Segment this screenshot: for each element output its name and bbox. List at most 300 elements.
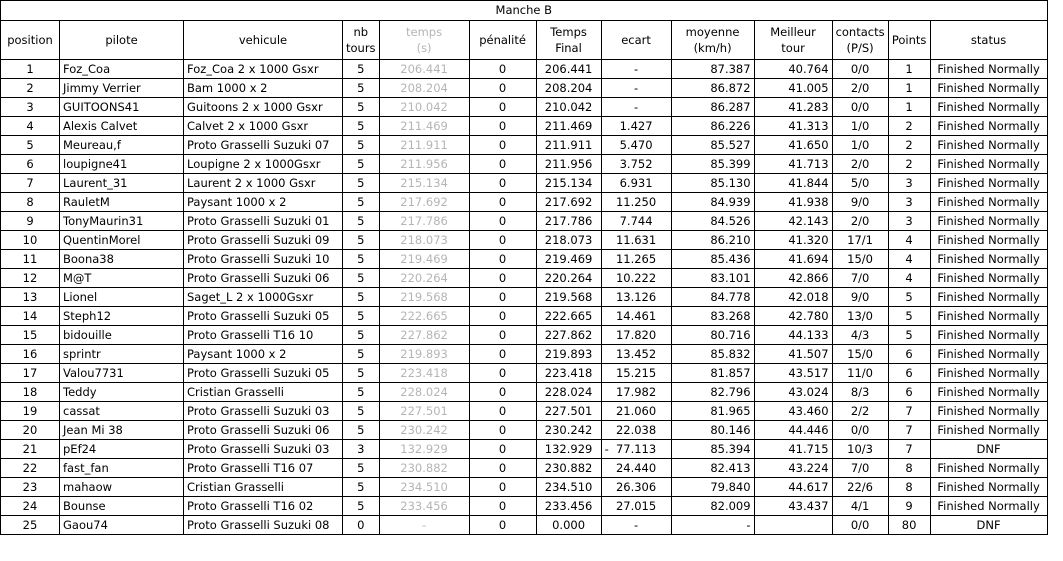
cell-status: Finished Normally <box>930 98 1047 117</box>
cell-position: 25 <box>1 516 60 535</box>
table-row <box>1 212 1048 231</box>
cell-moyenne: 84.778 <box>671 288 754 307</box>
cell-meilleur-tour <box>754 516 832 535</box>
cell-moyenne: 82.796 <box>671 383 754 402</box>
cell-points: 6 <box>888 364 930 383</box>
cell-temps: 211.956 <box>379 155 469 174</box>
cell-points: 2 <box>888 155 930 174</box>
cell-pilote: M@T <box>60 269 184 288</box>
cell-points: 7 <box>888 440 930 459</box>
cell-position: 20 <box>1 421 60 440</box>
cell-penalite: 0 <box>469 459 536 478</box>
cell-vehicule: Paysant 1000 x 2 <box>184 193 343 212</box>
cell-ecart: - <box>601 98 671 117</box>
cell-ecart: 3.752 <box>601 155 671 174</box>
cell-contacts: 4/3 <box>832 326 888 345</box>
cell-nb-tours: 5 <box>343 250 380 269</box>
cell-position: 22 <box>1 459 60 478</box>
cell-contacts: 0/0 <box>832 98 888 117</box>
cell-pilote: GUITOONS41 <box>60 98 184 117</box>
cell-penalite: 0 <box>469 98 536 117</box>
cell-temps: 223.418 <box>379 364 469 383</box>
table-row <box>1 421 1048 440</box>
cell-meilleur-tour: 41.844 <box>754 174 832 193</box>
cell-points: 3 <box>888 174 930 193</box>
cell-temps: 208.204 <box>379 79 469 98</box>
header-status: status <box>930 21 1047 60</box>
cell-status: Finished Normally <box>930 193 1047 212</box>
cell-nb-tours: 5 <box>343 174 380 193</box>
cell-vehicule: Proto Grasselli Suzuki 09 <box>184 231 343 250</box>
cell-temps-final: 234.510 <box>536 478 601 497</box>
table-row <box>1 136 1048 155</box>
table-row <box>1 250 1048 269</box>
cell-status: Finished Normally <box>930 478 1047 497</box>
cell-status: Finished Normally <box>930 269 1047 288</box>
cell-ecart: 6.931 <box>601 174 671 193</box>
cell-vehicule: Proto Grasselli Suzuki 08 <box>184 516 343 535</box>
cell-vehicule: Proto Grasselli T16 10 <box>184 326 343 345</box>
cell-status: Finished Normally <box>930 60 1047 79</box>
cell-nb-tours: 5 <box>343 345 380 364</box>
cell-contacts: 0/0 <box>832 516 888 535</box>
cell-moyenne: 85.399 <box>671 155 754 174</box>
cell-penalite: 0 <box>469 421 536 440</box>
table-row <box>1 459 1048 478</box>
cell-temps: 211.469 <box>379 117 469 136</box>
cell-pilote: Teddy <box>60 383 184 402</box>
cell-moyenne: 84.939 <box>671 193 754 212</box>
cell-contacts: 2/0 <box>832 155 888 174</box>
cell-meilleur-tour: 41.938 <box>754 193 832 212</box>
cell-position: 24 <box>1 497 60 516</box>
cell-pilote: Foz_Coa <box>60 60 184 79</box>
cell-temps-final: 228.024 <box>536 383 601 402</box>
cell-vehicule: Bam 1000 x 2 <box>184 79 343 98</box>
cell-ecart: 10.222 <box>601 269 671 288</box>
cell-temps-final: 220.264 <box>536 269 601 288</box>
cell-position: 8 <box>1 193 60 212</box>
header-vehicule: vehicule <box>184 21 343 60</box>
header-temps-final-line1: Temps <box>550 25 587 39</box>
table-row <box>1 478 1048 497</box>
cell-status: Finished Normally <box>930 402 1047 421</box>
cell-ecart: 24.440 <box>601 459 671 478</box>
cell-temps: 219.469 <box>379 250 469 269</box>
cell-position: 9 <box>1 212 60 231</box>
cell-pilote: Alexis Calvet <box>60 117 184 136</box>
cell-meilleur-tour: 41.694 <box>754 250 832 269</box>
cell-nb-tours: 5 <box>343 79 380 98</box>
cell-penalite: 0 <box>469 364 536 383</box>
cell-moyenne: 81.857 <box>671 364 754 383</box>
cell-vehicule: Laurent 2 x 1000 Gsxr <box>184 174 343 193</box>
cell-points: 4 <box>888 250 930 269</box>
cell-penalite: 0 <box>469 79 536 98</box>
cell-meilleur-tour: 42.780 <box>754 307 832 326</box>
cell-status: Finished Normally <box>930 155 1047 174</box>
cell-contacts: 9/0 <box>832 193 888 212</box>
cell-contacts: 4/1 <box>832 497 888 516</box>
cell-pilote: Gaou74 <box>60 516 184 535</box>
cell-temps-final: 230.242 <box>536 421 601 440</box>
cell-position: 19 <box>1 402 60 421</box>
cell-nb-tours: 5 <box>343 155 380 174</box>
title-row <box>1 1 1048 21</box>
cell-ecart: 5.470 <box>601 136 671 155</box>
cell-status: Finished Normally <box>930 383 1047 402</box>
cell-position: 18 <box>1 383 60 402</box>
header-moyenne <box>671 21 754 60</box>
cell-pilote: Laurent_31 <box>60 174 184 193</box>
cell-temps-final: 206.441 <box>536 60 601 79</box>
cell-temps: 230.242 <box>379 421 469 440</box>
cell-ecart: 21.060 <box>601 402 671 421</box>
cell-nb-tours: 5 <box>343 402 380 421</box>
cell-vehicule: Proto Grasselli Suzuki 05 <box>184 307 343 326</box>
cell-points: 1 <box>888 79 930 98</box>
cell-contacts: 1/0 <box>832 136 888 155</box>
cell-nb-tours: 5 <box>343 307 380 326</box>
table-row <box>1 155 1048 174</box>
cell-penalite: 0 <box>469 383 536 402</box>
cell-moyenne: 86.287 <box>671 98 754 117</box>
cell-meilleur-tour: 43.224 <box>754 459 832 478</box>
cell-temps-final: 218.073 <box>536 231 601 250</box>
cell-position: 15 <box>1 326 60 345</box>
header-points: Points <box>888 21 930 60</box>
cell-meilleur-tour: 41.650 <box>754 136 832 155</box>
cell-penalite: 0 <box>469 174 536 193</box>
cell-contacts: 17/1 <box>832 231 888 250</box>
cell-status: DNF <box>930 516 1047 535</box>
cell-status: Finished Normally <box>930 364 1047 383</box>
header-penalite: pénalité <box>469 21 536 60</box>
cell-status: Finished Normally <box>930 421 1047 440</box>
cell-position: 14 <box>1 307 60 326</box>
cell-temps: 215.134 <box>379 174 469 193</box>
cell-penalite: 0 <box>469 193 536 212</box>
cell-vehicule: Proto Grasselli T16 02 <box>184 497 343 516</box>
cell-moyenne: 85.832 <box>671 345 754 364</box>
cell-ecart: 13.452 <box>601 345 671 364</box>
cell-position: 1 <box>1 60 60 79</box>
cell-temps-final: 222.665 <box>536 307 601 326</box>
cell-vehicule: Cristian Grasselli <box>184 383 343 402</box>
cell-nb-tours: 5 <box>343 478 380 497</box>
cell-pilote: mahaow <box>60 478 184 497</box>
cell-temps-final: 219.568 <box>536 288 601 307</box>
cell-vehicule: Saget_L 2 x 1000Gsxr <box>184 288 343 307</box>
cell-moyenne: 80.716 <box>671 326 754 345</box>
cell-temps: 218.073 <box>379 231 469 250</box>
cell-points: 8 <box>888 478 930 497</box>
cell-meilleur-tour: 42.143 <box>754 212 832 231</box>
cell-pilote: Valou7731 <box>60 364 184 383</box>
cell-meilleur-tour: 41.507 <box>754 345 832 364</box>
cell-meilleur-tour: 43.517 <box>754 364 832 383</box>
cell-nb-tours: 5 <box>343 421 380 440</box>
cell-vehicule: Proto Grasselli T16 07 <box>184 459 343 478</box>
cell-pilote: Lionel <box>60 288 184 307</box>
cell-penalite: 0 <box>469 478 536 497</box>
cell-temps: 217.786 <box>379 212 469 231</box>
cell-position: 13 <box>1 288 60 307</box>
cell-temps: 227.501 <box>379 402 469 421</box>
cell-temps: 132.929 <box>379 440 469 459</box>
table-row <box>1 383 1048 402</box>
cell-temps: 220.264 <box>379 269 469 288</box>
cell-temps: 217.692 <box>379 193 469 212</box>
cell-temps-final: 211.956 <box>536 155 601 174</box>
table-row <box>1 117 1048 136</box>
cell-vehicule: Proto Grasselli Suzuki 06 <box>184 421 343 440</box>
cell-temps: 234.510 <box>379 478 469 497</box>
cell-vehicule: Proto Grasselli Suzuki 06 <box>184 269 343 288</box>
cell-temps-final: 217.786 <box>536 212 601 231</box>
cell-position: 12 <box>1 269 60 288</box>
cell-meilleur-tour: 44.446 <box>754 421 832 440</box>
cell-vehicule: Proto Grasselli Suzuki 03 <box>184 440 343 459</box>
cell-penalite: 0 <box>469 231 536 250</box>
cell-ecart: 11.250 <box>601 193 671 212</box>
cell-ecart: 15.215 <box>601 364 671 383</box>
cell-points: 3 <box>888 212 930 231</box>
cell-moyenne: 86.872 <box>671 79 754 98</box>
cell-temps-final: 210.042 <box>536 98 601 117</box>
cell-contacts: 10/3 <box>832 440 888 459</box>
cell-position: 11 <box>1 250 60 269</box>
cell-pilote: Bounse <box>60 497 184 516</box>
cell-position: 21 <box>1 440 60 459</box>
cell-temps-final: 132.929 <box>536 440 601 459</box>
header-temps-final <box>536 21 601 60</box>
cell-position: 3 <box>1 98 60 117</box>
cell-contacts: 9/0 <box>832 288 888 307</box>
table-row <box>1 497 1048 516</box>
cell-penalite: 0 <box>469 307 536 326</box>
table-row <box>1 60 1048 79</box>
cell-vehicule: Proto Grasselli Suzuki 03 <box>184 402 343 421</box>
cell-meilleur-tour: 41.313 <box>754 117 832 136</box>
table-row <box>1 402 1048 421</box>
cell-meilleur-tour: 41.283 <box>754 98 832 117</box>
header-meilleur-tour <box>754 21 832 60</box>
cell-ecart: 17.982 <box>601 383 671 402</box>
sheet-title: Manche B <box>1 1 1048 21</box>
cell-nb-tours: 5 <box>343 60 380 79</box>
header-row <box>1 21 1048 60</box>
cell-status: Finished Normally <box>930 174 1047 193</box>
cell-pilote: fast_fan <box>60 459 184 478</box>
cell-status: Finished Normally <box>930 307 1047 326</box>
cell-nb-tours: 5 <box>343 193 380 212</box>
cell-vehicule: Proto Grasselli Suzuki 07 <box>184 136 343 155</box>
cell-meilleur-tour: 41.713 <box>754 155 832 174</box>
table-row <box>1 440 1048 459</box>
cell-position: 17 <box>1 364 60 383</box>
cell-moyenne: 82.413 <box>671 459 754 478</box>
cell-temps-final: 219.469 <box>536 250 601 269</box>
cell-vehicule: Calvet 2 x 1000 Gsxr <box>184 117 343 136</box>
header-nb-tours-line2: tours <box>346 41 376 55</box>
table-row <box>1 79 1048 98</box>
cell-temps-final: 208.204 <box>536 79 601 98</box>
cell-status: Finished Normally <box>930 497 1047 516</box>
table-row <box>1 98 1048 117</box>
cell-contacts: 8/3 <box>832 383 888 402</box>
header-moyenne-line1: moyenne <box>685 25 740 39</box>
cell-nb-tours: 5 <box>343 383 380 402</box>
cell-nb-tours: 5 <box>343 98 380 117</box>
cell-points: 5 <box>888 326 930 345</box>
cell-moyenne: 86.226 <box>671 117 754 136</box>
cell-vehicule: Foz_Coa 2 x 1000 Gsxr <box>184 60 343 79</box>
cell-temps-final: 219.893 <box>536 345 601 364</box>
cell-meilleur-tour: 40.764 <box>754 60 832 79</box>
cell-points: 8 <box>888 459 930 478</box>
cell-position: 10 <box>1 231 60 250</box>
cell-pilote: pEf24 <box>60 440 184 459</box>
cell-status: Finished Normally <box>930 326 1047 345</box>
header-contacts-line1: contacts <box>835 25 885 39</box>
cell-penalite: 0 <box>469 497 536 516</box>
cell-temps-final: 215.134 <box>536 174 601 193</box>
cell-nb-tours: 5 <box>343 364 380 383</box>
cell-contacts: 2/2 <box>832 402 888 421</box>
cell-contacts: 2/0 <box>832 79 888 98</box>
table-row <box>1 288 1048 307</box>
cell-contacts: 2/0 <box>832 212 888 231</box>
cell-pilote: cassat <box>60 402 184 421</box>
cell-meilleur-tour: 43.437 <box>754 497 832 516</box>
cell-contacts: 5/0 <box>832 174 888 193</box>
cell-moyenne: 82.009 <box>671 497 754 516</box>
cell-penalite: 0 <box>469 155 536 174</box>
cell-nb-tours: 5 <box>343 497 380 516</box>
cell-points: 5 <box>888 288 930 307</box>
cell-temps-final: 233.456 <box>536 497 601 516</box>
cell-contacts: 15/0 <box>832 345 888 364</box>
cell-nb-tours: 5 <box>343 231 380 250</box>
cell-vehicule: Paysant 1000 x 2 <box>184 345 343 364</box>
cell-penalite: 0 <box>469 288 536 307</box>
cell-moyenne: 81.965 <box>671 402 754 421</box>
ecart-dash: - <box>604 442 609 456</box>
cell-points: 3 <box>888 193 930 212</box>
cell-ecart: - <box>601 60 671 79</box>
cell-temps: 210.042 <box>379 98 469 117</box>
cell-temps-final: 223.418 <box>536 364 601 383</box>
cell-position: 23 <box>1 478 60 497</box>
cell-contacts: 15/0 <box>832 250 888 269</box>
cell-vehicule: Cristian Grasselli <box>184 478 343 497</box>
header-temps <box>379 21 469 60</box>
cell-pilote: RauletM <box>60 193 184 212</box>
cell-vehicule: Guitoons 2 x 1000 Gsxr <box>184 98 343 117</box>
cell-penalite: 0 <box>469 212 536 231</box>
cell-temps: 219.568 <box>379 288 469 307</box>
cell-vehicule: Proto Grasselli Suzuki 01 <box>184 212 343 231</box>
cell-ecart: 22.038 <box>601 421 671 440</box>
header-temps-final-line2: Final <box>555 41 582 55</box>
cell-pilote: bidouille <box>60 326 184 345</box>
cell-penalite: 0 <box>469 250 536 269</box>
cell-contacts: 13/0 <box>832 307 888 326</box>
cell-ecart: 13.126 <box>601 288 671 307</box>
cell-moyenne: 79.840 <box>671 478 754 497</box>
cell-status: Finished Normally <box>930 288 1047 307</box>
cell-pilote: Boona38 <box>60 250 184 269</box>
cell-meilleur-tour: 41.715 <box>754 440 832 459</box>
cell-status: Finished Normally <box>930 231 1047 250</box>
cell-moyenne: 85.394 <box>671 440 754 459</box>
header-contacts-line2: (P/S) <box>846 41 874 55</box>
cell-nb-tours: 5 <box>343 326 380 345</box>
cell-status: Finished Normally <box>930 345 1047 364</box>
cell-ecart: 14.461 <box>601 307 671 326</box>
cell-pilote: TonyMaurin31 <box>60 212 184 231</box>
header-meilleur-line1: Meilleur <box>770 25 816 39</box>
header-meilleur-line2: tour <box>781 41 805 55</box>
cell-temps-final: 227.501 <box>536 402 601 421</box>
cell-status: Finished Normally <box>930 117 1047 136</box>
cell-moyenne: 86.210 <box>671 231 754 250</box>
cell-status: Finished Normally <box>930 136 1047 155</box>
cell-moyenne: 83.101 <box>671 269 754 288</box>
cell-temps: - <box>379 516 469 535</box>
cell-pilote: Steph12 <box>60 307 184 326</box>
cell-meilleur-tour: 43.024 <box>754 383 832 402</box>
header-nb-tours <box>343 21 380 60</box>
cell-points: 2 <box>888 117 930 136</box>
cell-penalite: 0 <box>469 269 536 288</box>
cell-temps: 219.893 <box>379 345 469 364</box>
cell-position: 7 <box>1 174 60 193</box>
table-row <box>1 326 1048 345</box>
table-row <box>1 231 1048 250</box>
cell-temps-final: 230.882 <box>536 459 601 478</box>
table-row <box>1 174 1048 193</box>
cell-ecart: 17.820 <box>601 326 671 345</box>
cell-status: Finished Normally <box>930 250 1047 269</box>
cell-contacts: 22/6 <box>832 478 888 497</box>
cell-meilleur-tour: 43.460 <box>754 402 832 421</box>
table-row <box>1 345 1048 364</box>
cell-temps: 227.862 <box>379 326 469 345</box>
cell-pilote: Meureau,f <box>60 136 184 155</box>
cell-ecart: 1.427 <box>601 117 671 136</box>
cell-status: Finished Normally <box>930 79 1047 98</box>
cell-contacts: 7/0 <box>832 269 888 288</box>
cell-temps-final: 217.692 <box>536 193 601 212</box>
cell-penalite: 0 <box>469 117 536 136</box>
cell-moyenne: 85.436 <box>671 250 754 269</box>
cell-temps-final: 0.000 <box>536 516 601 535</box>
cell-vehicule: Proto Grasselli Suzuki 10 <box>184 250 343 269</box>
cell-contacts: 7/0 <box>832 459 888 478</box>
cell-penalite: 0 <box>469 516 536 535</box>
cell-contacts: 11/0 <box>832 364 888 383</box>
cell-ecart: 26.306 <box>601 478 671 497</box>
cell-meilleur-tour: 44.133 <box>754 326 832 345</box>
cell-nb-tours: 5 <box>343 288 380 307</box>
cell-moyenne: 87.387 <box>671 60 754 79</box>
cell-position: 5 <box>1 136 60 155</box>
cell-points: 2 <box>888 136 930 155</box>
cell-vehicule: Proto Grasselli Suzuki 05 <box>184 364 343 383</box>
cell-position: 2 <box>1 79 60 98</box>
